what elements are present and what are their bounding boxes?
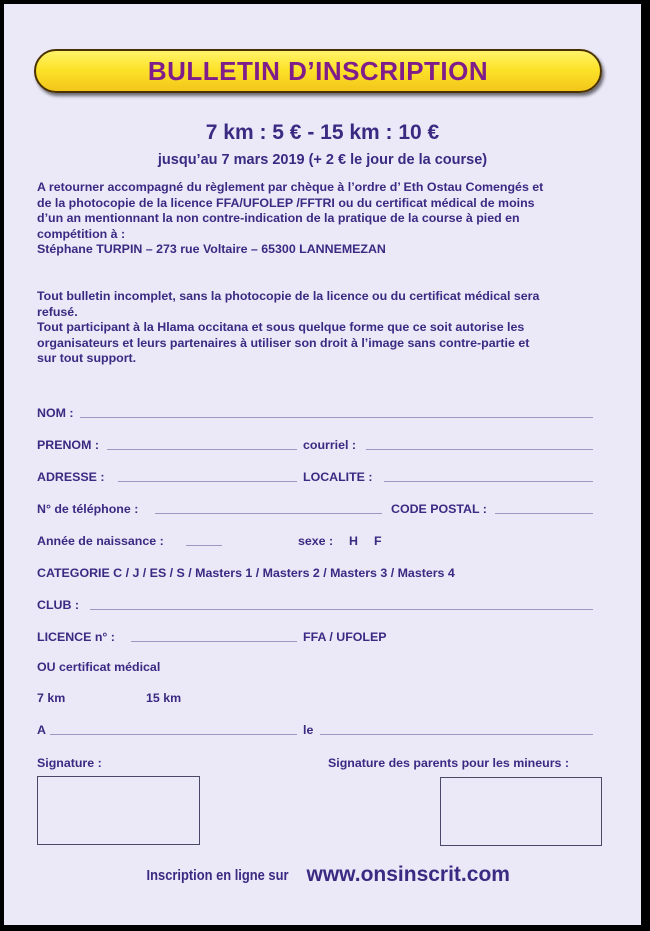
licence-field[interactable] xyxy=(131,641,297,642)
localite-field[interactable] xyxy=(384,481,593,482)
instructions-line: compétition à : xyxy=(37,226,126,241)
federations-label[interactable]: FFA / UFOLEP xyxy=(303,630,387,644)
instructions-line: Tout participant à la Hlama occitana et sous quelque forme que ce soit autorise les xyxy=(37,320,525,334)
code-postal-label: CODE POSTAL : xyxy=(391,502,487,516)
instructions-line: A retourner accompagné du règlement par chèque à l’ordre d’ Eth Ostau Comengés et xyxy=(37,180,544,194)
telephone-field[interactable] xyxy=(155,513,382,514)
courriel-field[interactable] xyxy=(366,449,593,450)
categorie-options[interactable]: CATEGORIE C / J / ES / S / Masters 1 / Masters 2 / Masters 3 / Masters 4 xyxy=(37,566,455,580)
sexe-option-f[interactable]: F xyxy=(374,534,382,548)
lieu-label: A xyxy=(37,723,46,737)
lieu-field[interactable] xyxy=(50,734,297,735)
deadline-line: jusqu’au 7 mars 2019 (+ 2 € le jour de la course) xyxy=(157,152,488,168)
footer-prefix: Inscription en ligne sur xyxy=(146,866,289,884)
adresse-field[interactable] xyxy=(118,481,297,482)
date-label: le xyxy=(303,723,314,737)
footer xyxy=(4,863,641,887)
nom-label: NOM : xyxy=(37,406,74,420)
prenom-field[interactable] xyxy=(107,449,297,450)
registration-form-page xyxy=(4,4,641,925)
certificat-label[interactable]: OU certificat médical xyxy=(37,660,161,674)
sexe-option-h[interactable]: H xyxy=(349,534,358,548)
courriel-label: courriel : xyxy=(303,438,357,452)
instructions-line: sur tout support. xyxy=(37,351,137,365)
naissance-field[interactable] xyxy=(186,545,222,546)
instructions-paragraph-2 xyxy=(37,289,607,367)
title-banner xyxy=(34,49,602,93)
mailing-address: Stéphane TURPIN – 273 rue Voltaire – 65300 LANNEMEZAN xyxy=(37,242,386,256)
signature-label: Signature : xyxy=(37,756,102,770)
instructions-line: organisateurs et leurs partenaires à utiliser son droit à l’image sans contre-partie et xyxy=(37,335,530,350)
signature-parents-box[interactable] xyxy=(440,777,602,846)
instructions-paragraph-1 xyxy=(37,180,607,258)
signature-box[interactable] xyxy=(37,776,200,845)
licence-label: LICENCE n° : xyxy=(37,630,115,644)
registration-url-link[interactable]: www.onsinscrit.com xyxy=(306,863,510,886)
price-line: 7 km : 5 € - 15 km : 10 € xyxy=(205,121,440,144)
telephone-label: N° de téléphone : xyxy=(37,502,139,516)
distance-7km-option[interactable]: 7 km xyxy=(37,691,66,705)
form-title: BULLETIN D’INSCRIPTION xyxy=(147,56,489,86)
localite-label: LOCALITE : xyxy=(303,470,373,484)
signature-parents-label: Signature des parents pour les mineurs : xyxy=(328,756,569,770)
instructions-line: refusé. xyxy=(37,304,78,319)
instructions-line: Tout bulletin incomplet, sans la photocopie de la licence ou du certificat médical sera xyxy=(37,289,540,303)
instructions-line: de la photocopie de la licence FFA/UFOLEP /FFTRI ou du certificat médical de moins xyxy=(37,195,535,210)
nom-field[interactable] xyxy=(80,417,593,418)
distance-15km-option[interactable]: 15 km xyxy=(146,691,182,705)
naissance-label: Année de naissance : xyxy=(37,534,164,548)
date-field[interactable] xyxy=(320,734,593,735)
instructions-line: d’un an mentionnant la non contre-indication de la pratique de la course à pied en xyxy=(37,211,520,225)
prenom-label: PRENOM : xyxy=(37,438,99,452)
club-label: CLUB : xyxy=(37,598,79,612)
sexe-label: sexe : xyxy=(298,534,334,548)
club-field[interactable] xyxy=(90,609,593,610)
adresse-label: ADRESSE : xyxy=(37,470,105,484)
code-postal-field[interactable] xyxy=(495,513,593,514)
